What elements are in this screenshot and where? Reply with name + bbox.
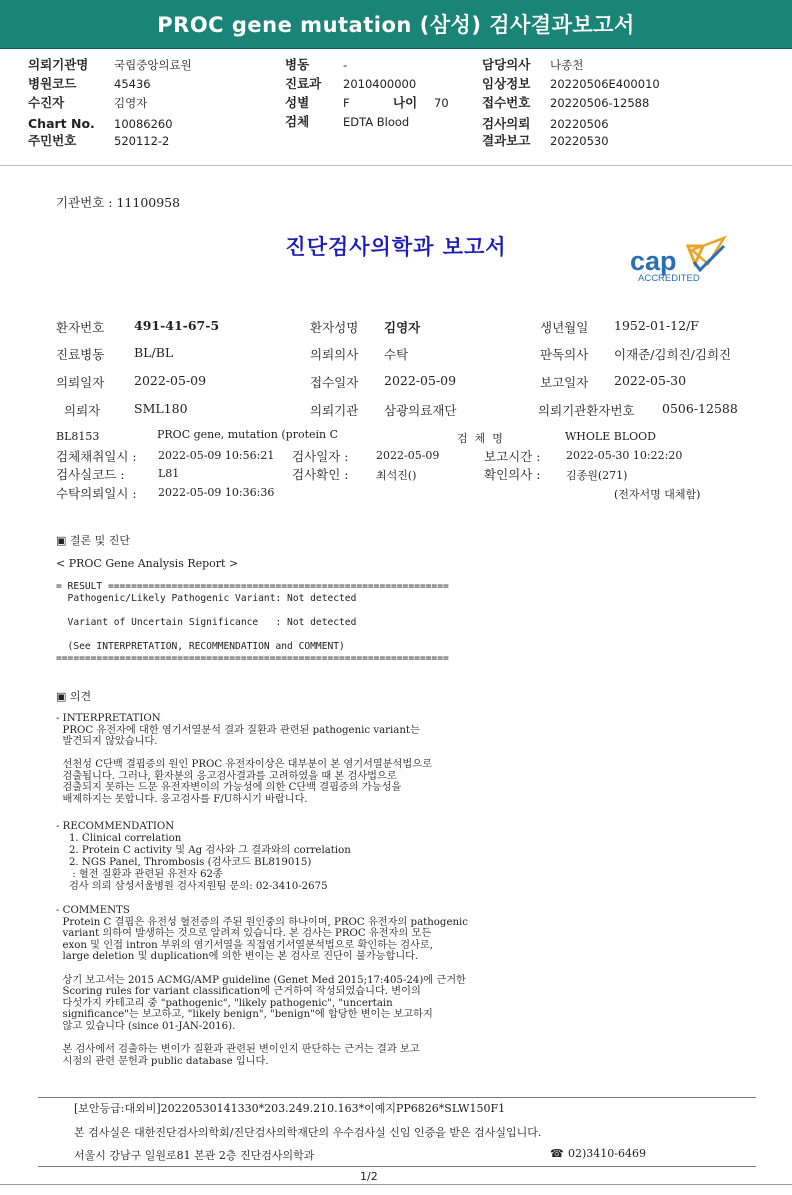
patient-value: 2022-05-09	[384, 373, 457, 388]
patient-key: 진료병동	[56, 347, 105, 362]
patient-value: SML180	[134, 401, 188, 416]
patient-key: 의뢰자	[64, 403, 101, 418]
patient-value: 2022-05-30	[614, 373, 687, 388]
recommendation-block: - RECOMMENDATION 1. Clinical correlation 2. Protein C activity 및 Ag 검사와 그 결과와의 correlation 2. NGS Panel, Thrombosis (검사코드 BL819015) : 혈전 질환과 관련된 유전자 62종 검사 의뢰 삼성서울병원 검사지원팀 문의: 02-3410-2675	[56, 821, 351, 892]
page-bottom-border	[0, 1184, 792, 1185]
test-key: 검사일자 :	[292, 449, 349, 464]
test-key: 확인의사 :	[484, 467, 541, 482]
header-value: F	[343, 96, 350, 110]
test-key: 수탁의뢰일시 :	[56, 486, 137, 501]
header-key: 의뢰기관명	[28, 57, 89, 72]
section-heading-opinion: ▣ 의견	[56, 690, 92, 703]
patient-key: 생년월일	[540, 320, 589, 335]
header-value: 45436	[114, 77, 151, 91]
page-number: 1/2	[360, 1170, 378, 1183]
cap-logo-word: cap	[630, 246, 677, 276]
header-value: 나종천	[550, 58, 584, 72]
patient-key: 환자번호	[56, 320, 105, 335]
institution-number: 기관번호 : 11100958	[56, 195, 181, 210]
patient-value: 수탁	[384, 347, 409, 362]
cap-accredited-logo	[628, 234, 728, 284]
report-title-bar: PROC gene mutation (삼성) 검사결과보고서	[0, 0, 792, 49]
phone-icon: ☎	[550, 1147, 564, 1160]
header-value: EDTA Blood	[343, 115, 410, 129]
electronic-signature-note: (전자서명 대체함)	[614, 488, 701, 501]
test-key: 검사실코드 :	[56, 467, 125, 482]
test-value: 김종원(271)	[566, 469, 628, 482]
patient-value: 삼광의료재단	[384, 403, 457, 418]
cap-logo-sub: ACCREDITED	[638, 273, 700, 284]
comments-block: - COMMENTS Protein C 결핍은 유전성 혈전증의 주된 원인중의 하나이며, PROC 유전자의 pathogenic variant 의하여 발생하는 것으로 알려져 있습니다. 본 검사는 PROC 유전자의 모든 exon 및 인접 intron 부위의 염기서열을 직접염기서열분석법으로 확인하는 검사로, large deletion 및 duplication에 의한 변이는 본 검사로 진단이 불가능합니다. 상기 보고서는 2015 ACMG/AMP guideline (Genet Med 2015;17:405-24)에 근거한 Scoring rules for variant classification에 근거하여 작성되었습니다. 변이의 다섯가지 카테고리 중 "pathogenic", "likely pathogenic", "uncertain significance"는 보고하고, "likely benign", "benign"에 합당한 변이는 보고하지 않고 있습니다 (since 01-JAN-2016). 본 검사에서 검출하는 변이가 질환과 관련된 변이인지 판단하는 근거는 결과 보고 시점의 관련 문헌과 public database 입니다.	[56, 905, 469, 1067]
header-value: -	[343, 58, 348, 72]
patient-key: 의뢰기관환자번호	[538, 403, 635, 418]
patient-value: BL/BL	[134, 345, 174, 360]
header-divider	[0, 165, 792, 166]
header-value: 김영자	[114, 96, 148, 110]
test-value: 2022-05-30 10:22:20	[566, 449, 683, 462]
test-value: L81	[158, 467, 180, 480]
header-key: 주민번호	[28, 133, 77, 148]
report-subtitle: < PROC Gene Analysis Report >	[56, 557, 239, 570]
test-value: 2022-05-09 10:56:21	[158, 449, 275, 462]
test-key: 보고시간 :	[484, 449, 541, 464]
test-value: 2022-05-09 10:36:36	[158, 486, 275, 499]
header-key: 접수번호	[482, 95, 531, 110]
header-key: 담당의사	[482, 57, 531, 72]
section-heading-conclusion: ▣ 결론 및 진단	[56, 534, 131, 547]
header-key: 검사의뢰	[482, 116, 531, 131]
header-key: 수진자	[28, 95, 65, 110]
test-value: 2022-05-09	[376, 449, 440, 462]
header-key: 임상정보	[482, 76, 531, 91]
patient-key: 의뢰일자	[56, 375, 105, 390]
patient-value: 2022-05-09	[134, 373, 207, 388]
age-value: 70	[434, 96, 449, 110]
header-value: 2010400000	[343, 77, 417, 91]
header-key: 성별	[285, 95, 310, 110]
patient-key: 의뢰의사	[310, 347, 359, 362]
certification-statement: 본 검사실은 대한진단검사의학회/진단검사의학재단의 우수검사실 신임 인증을 받은 검사실입니다.	[74, 1126, 542, 1139]
lab-phone: 02)3410-6469	[568, 1147, 646, 1160]
test-key: 검체채취일시 :	[56, 449, 137, 464]
header-value: 20220506	[550, 117, 609, 131]
patient-key: 판독의사	[540, 347, 589, 362]
header-value: 국립중앙의료원	[114, 58, 192, 72]
patient-key: 보고일자	[540, 375, 589, 390]
header-key: 병원코드	[28, 76, 77, 91]
header-key: 병동	[285, 57, 310, 72]
header-value: 20220506-12588	[550, 96, 650, 110]
header-value: 20220506E400010	[550, 77, 660, 91]
header-key: 결과보고	[482, 133, 531, 148]
patient-number: 491-41-67-5	[134, 318, 220, 333]
header-key: Chart No.	[28, 116, 95, 131]
header-value: 20220530	[550, 134, 609, 148]
test-value: 최석진()	[376, 469, 417, 482]
specimen-value: WHOLE BLOOD	[565, 430, 656, 443]
patient-key: 의뢰기관	[310, 403, 359, 418]
age-label: 나이	[393, 95, 418, 110]
result-block: = RESULT =========================================================== Pathogenic/Likely Pathogenic Variant: Not detected Variant of Uncertain Significance : Not detected (See INTERPRETATION, RECOMMENDATION and COMMENT) ====================================================================	[56, 581, 449, 664]
patient-key: 접수일자	[310, 375, 359, 390]
interpretation-block: - INTERPRETATION PROC 유전자에 대한 염기서열분석 결과 질환과 관련된 pathogenic variant는 발견되지 않았습니다. 선천성 C단백 결핍증의 원인 PROC 유전자이상은 대부분이 본 염기서열분석법으로 검출됩니다. 그러나, 환자분의 응고검사결과를 고려하였을 때 본 검사법으로 검출되지 못하는 드문 유전자변이의 가능성에 의한 C단백 결핍증의 가능성을 배제하지는 못합니다. 응고검사를 F/U하시기 바랍니다.	[56, 713, 432, 805]
patient-name: 김영자	[384, 320, 421, 335]
patient-value: 이재준/김희진/김희진	[614, 347, 732, 362]
document-title: 진단검사의학과 보고서	[285, 235, 507, 259]
test-code: BL8153	[56, 430, 100, 443]
patient-key: 환자성명	[310, 320, 359, 335]
specimen-label: 검 체 명	[457, 432, 503, 445]
test-name: PROC gene, mutation (protein C	[157, 428, 339, 441]
lab-address: 서울시 강남구 일원로81 본관 2층 진단검사의학과	[74, 1149, 315, 1162]
footer-top-rule	[38, 1097, 756, 1098]
test-key: 검사확인 :	[292, 467, 349, 482]
patient-dob: 1952-01-12/F	[614, 318, 699, 333]
header-value: 10086260	[114, 117, 173, 131]
footer-bottom-rule	[38, 1166, 756, 1167]
header-key: 진료과	[285, 76, 322, 91]
security-line: [보안등급:대외비]20220530141330*203.249.210.163*이예지PP6826*SLW150F1	[74, 1102, 506, 1115]
patient-value: 0506-12588	[662, 401, 738, 416]
header-key: 검체	[285, 114, 310, 129]
header-value: 520112-2	[114, 134, 170, 148]
